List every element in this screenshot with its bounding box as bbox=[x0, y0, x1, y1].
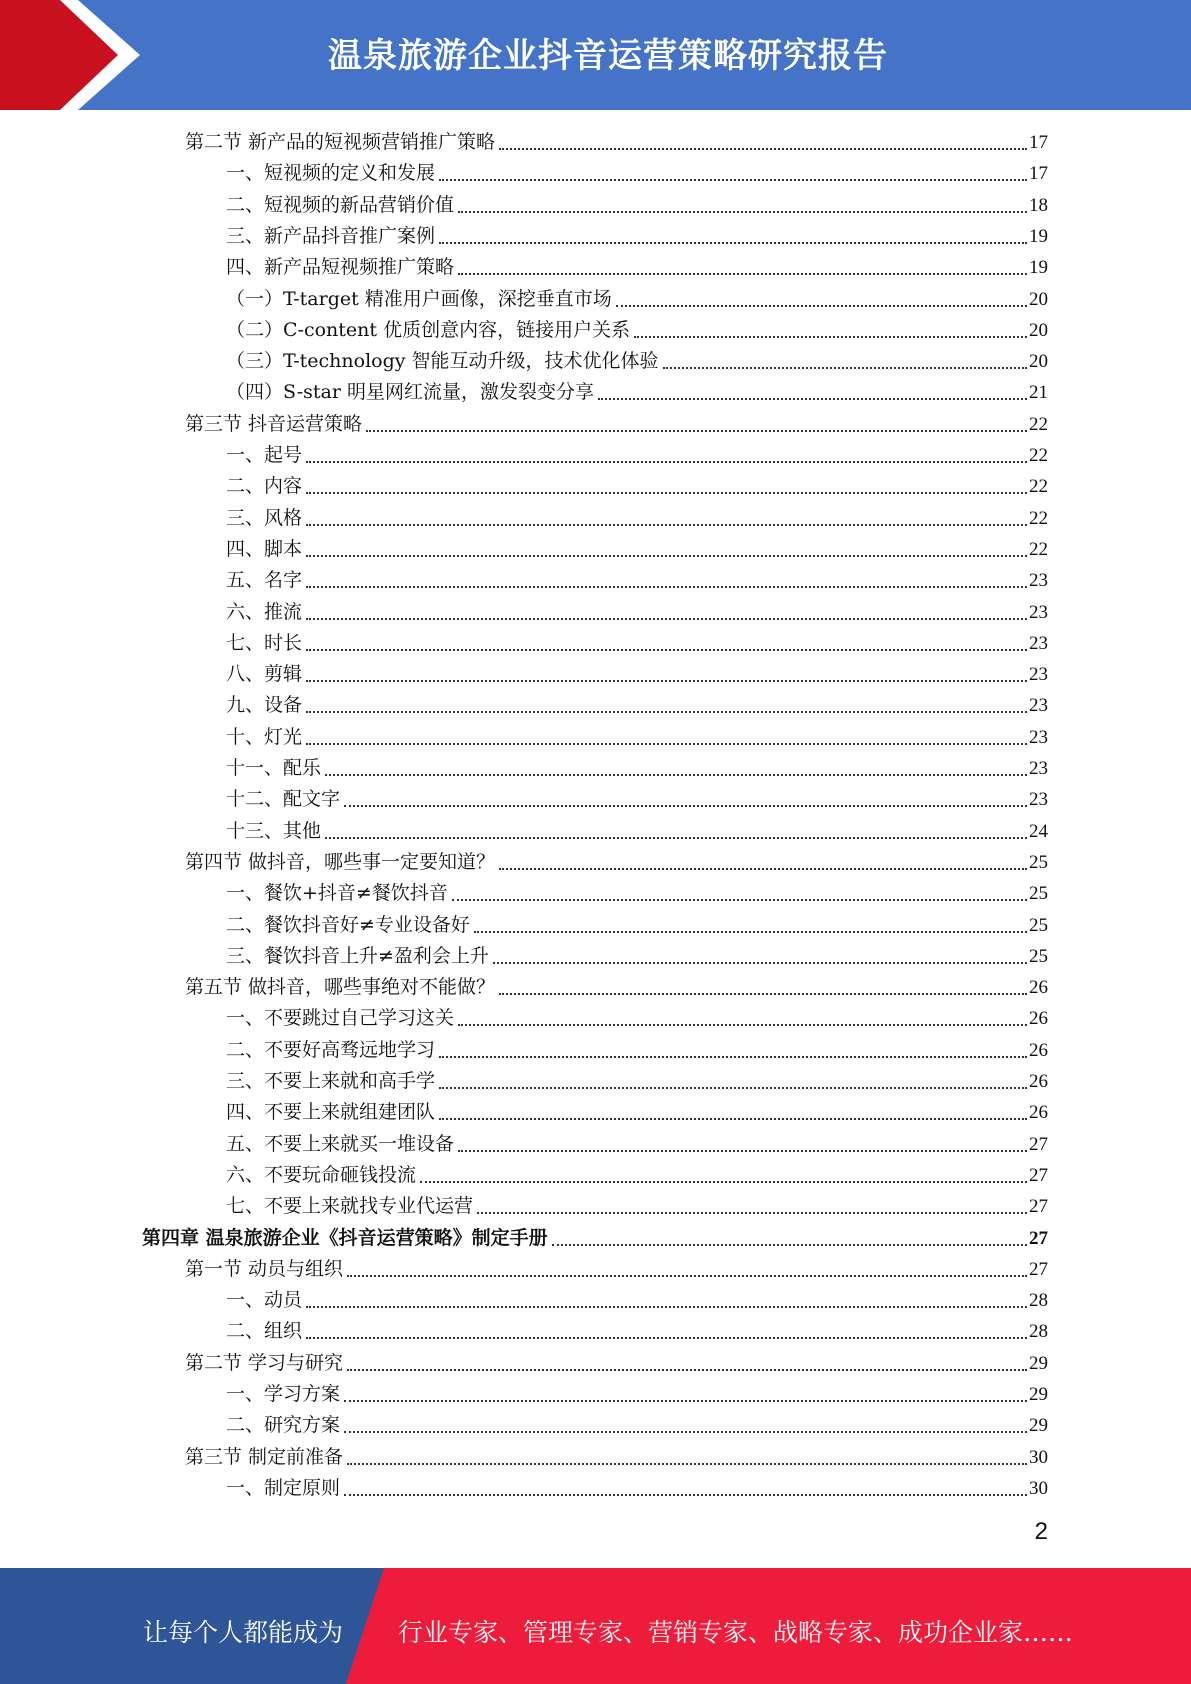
dot-leader bbox=[439, 1056, 1027, 1058]
dot-leader bbox=[347, 1463, 1027, 1465]
dot-leader bbox=[439, 179, 1027, 181]
dot-leader bbox=[458, 211, 1027, 213]
toc-entry-page: 22 bbox=[1029, 476, 1048, 498]
toc-entry-page: 20 bbox=[1029, 319, 1048, 341]
dot-leader bbox=[634, 336, 1027, 338]
toc-entry-page: 27 bbox=[1029, 1133, 1048, 1155]
dot-leader bbox=[458, 273, 1027, 275]
toc-entry[interactable] bbox=[226, 1097, 1048, 1128]
toc-entry-page: 18 bbox=[1029, 194, 1048, 216]
toc-entry-label: 一、学习方案 bbox=[226, 1383, 341, 1405]
toc-entry[interactable] bbox=[226, 659, 1048, 690]
toc-entry-label: 第一节 动员与组织 bbox=[185, 1257, 344, 1280]
toc-entry-page: 23 bbox=[1029, 632, 1048, 654]
toc-entry-label: （二）C-content 优质创意内容，链接用户关系 bbox=[226, 318, 631, 341]
footer-slogan-right: 行业专家、管理专家、营销专家、战略专家、成功企业家…… bbox=[398, 1618, 1074, 1647]
toc-entry[interactable] bbox=[226, 503, 1048, 534]
toc-entry-page: 26 bbox=[1029, 1071, 1048, 1092]
dot-leader bbox=[325, 837, 1027, 839]
toc-entry-label: （三）T-technology 智能互动升级，技术优化体验 bbox=[226, 350, 659, 373]
footer-slogan-left: 让每个人都能成为 bbox=[143, 1618, 344, 1647]
toc-entry-page: 19 bbox=[1029, 225, 1048, 247]
toc-entry[interactable] bbox=[226, 565, 1048, 596]
toc-entry[interactable] bbox=[226, 1285, 1048, 1316]
toc-entry[interactable] bbox=[226, 878, 1048, 909]
dot-leader bbox=[306, 555, 1027, 557]
toc-entry-page: 23 bbox=[1029, 758, 1048, 779]
dot-leader bbox=[306, 492, 1027, 494]
toc-entry[interactable] bbox=[226, 534, 1048, 565]
toc-entry-label: 二、短视频的新品营销价值 bbox=[226, 193, 455, 216]
toc-entry[interactable] bbox=[226, 190, 1048, 221]
toc-entry[interactable] bbox=[226, 910, 1048, 941]
toc-entry[interactable] bbox=[226, 722, 1048, 753]
toc-entry-page: 23 bbox=[1029, 664, 1048, 686]
toc-entry-page: 23 bbox=[1029, 695, 1048, 717]
toc-entry-label: 八、剪辑 bbox=[226, 663, 303, 686]
dot-leader bbox=[458, 1150, 1027, 1152]
toc-entry[interactable] bbox=[226, 252, 1048, 283]
toc-entry[interactable] bbox=[226, 816, 1048, 847]
toc-entry-label: 第三节 制定前准备 bbox=[185, 1445, 344, 1468]
toc-entry[interactable] bbox=[226, 1003, 1048, 1034]
toc-entry-page: 25 bbox=[1029, 851, 1048, 873]
toc-entry-label: 四、新产品短视频推广策略 bbox=[226, 256, 455, 279]
toc-entry-page: 23 bbox=[1029, 726, 1048, 748]
toc-entry-page: 20 bbox=[1029, 351, 1048, 373]
dot-leader bbox=[598, 398, 1027, 400]
dot-leader bbox=[306, 524, 1027, 526]
toc-entry-label: （四）S-star 明星网红流量，激发裂变分享 bbox=[226, 381, 594, 404]
dot-leader bbox=[366, 430, 1027, 432]
toc-entry-label: 四、脚本 bbox=[226, 537, 303, 560]
toc-entry[interactable] bbox=[226, 158, 1048, 189]
toc-entry-page: 29 bbox=[1029, 1415, 1048, 1437]
dot-leader bbox=[344, 1494, 1027, 1496]
dot-leader bbox=[458, 1024, 1027, 1026]
dot-leader bbox=[452, 899, 1027, 901]
toc-entry-label: 三、新产品抖音推广案例 bbox=[226, 224, 436, 247]
toc-entry-page: 27 bbox=[1029, 1196, 1048, 1218]
toc-entry[interactable] bbox=[185, 1348, 1048, 1379]
toc-entry[interactable] bbox=[226, 440, 1048, 471]
page-header bbox=[0, 0, 1191, 110]
toc-entry-label: 十二、配文字 bbox=[226, 788, 341, 811]
dot-leader bbox=[306, 618, 1027, 620]
toc-entry-label: 十、灯光 bbox=[226, 725, 303, 748]
dot-leader bbox=[499, 148, 1027, 150]
toc-entry-label: 一、不要跳过自己学习这关 bbox=[226, 1007, 455, 1030]
toc-entry[interactable] bbox=[226, 784, 1048, 815]
toc-entry[interactable] bbox=[226, 1473, 1048, 1504]
dot-leader bbox=[477, 1212, 1027, 1214]
toc-entry[interactable] bbox=[185, 847, 1048, 878]
page-footer bbox=[0, 1568, 1191, 1684]
toc-entry-label: 二、不要好高骛远地学习 bbox=[226, 1038, 436, 1061]
dot-leader bbox=[439, 242, 1027, 244]
toc-entry-label: 五、名字 bbox=[226, 569, 303, 592]
toc-entry-page: 26 bbox=[1029, 1008, 1048, 1030]
dot-leader bbox=[663, 367, 1027, 369]
toc-entry-label: 第四节 做抖音，哪些事一定要知道？ bbox=[185, 850, 496, 873]
toc-entry-page: 27 bbox=[1029, 1164, 1048, 1186]
toc-entry[interactable] bbox=[142, 1223, 1048, 1254]
toc-entry[interactable] bbox=[226, 690, 1048, 721]
toc-entry-page: 17 bbox=[1029, 132, 1048, 153]
dot-leader bbox=[499, 993, 1027, 995]
toc-entry-page: 21 bbox=[1029, 382, 1048, 404]
toc-entry-label: 四、不要上来就组建团队 bbox=[226, 1101, 436, 1124]
toc-entry-page: 25 bbox=[1029, 945, 1048, 967]
toc-entry[interactable] bbox=[185, 1442, 1048, 1473]
toc-entry-label: 二、组织 bbox=[226, 1320, 303, 1343]
toc-entry-label: 二、研究方案 bbox=[226, 1414, 341, 1437]
dot-leader bbox=[306, 743, 1027, 745]
toc-entry-page: 22 bbox=[1029, 507, 1048, 529]
toc-entry-label: 一、起号 bbox=[226, 444, 303, 466]
toc-entry[interactable] bbox=[226, 1160, 1048, 1191]
toc-entry-page: 26 bbox=[1029, 1102, 1048, 1124]
toc-entry-page: 24 bbox=[1029, 820, 1048, 842]
toc-entry-label: 一、餐饮+抖音≠餐饮抖音 bbox=[226, 882, 448, 905]
toc-entry-page: 23 bbox=[1029, 601, 1048, 623]
toc-entry[interactable] bbox=[226, 1316, 1048, 1347]
toc-entry[interactable] bbox=[226, 1191, 1048, 1222]
toc-entry-label: 十一、配乐 bbox=[226, 757, 322, 779]
toc-entry[interactable] bbox=[185, 972, 1048, 1003]
toc-entry[interactable] bbox=[226, 1379, 1048, 1410]
toc-entry-page: 27 bbox=[1029, 1227, 1048, 1249]
toc-entry-label: 五、不要上来就买一堆设备 bbox=[226, 1132, 455, 1155]
toc-entry-label: 二、餐饮抖音好≠专业设备好 bbox=[226, 913, 470, 936]
dot-leader bbox=[347, 1275, 1027, 1277]
dot-leader bbox=[344, 805, 1027, 807]
toc-entry-page: 30 bbox=[1029, 1477, 1048, 1499]
toc-entry-page: 26 bbox=[1029, 1039, 1048, 1061]
toc-entry-page: 26 bbox=[1029, 977, 1048, 999]
dot-leader bbox=[306, 1337, 1027, 1339]
dot-leader bbox=[344, 1431, 1027, 1433]
toc-entry-page: 20 bbox=[1029, 288, 1048, 310]
toc-entry[interactable] bbox=[226, 628, 1048, 659]
dot-leader bbox=[344, 1400, 1027, 1402]
toc-entry[interactable] bbox=[226, 315, 1048, 346]
dot-leader bbox=[306, 649, 1027, 651]
report-title: 温泉旅游企业抖音运营策略研究报告 bbox=[328, 36, 888, 76]
toc-entry[interactable] bbox=[185, 409, 1048, 440]
dot-leader bbox=[306, 711, 1027, 713]
page-number: 2 bbox=[1034, 1518, 1048, 1545]
toc-entry-page: 27 bbox=[1029, 1258, 1048, 1280]
toc-entry[interactable] bbox=[226, 1035, 1048, 1066]
toc-entry-label: 七、不要上来就找专业代运营 bbox=[226, 1195, 474, 1218]
dot-leader bbox=[325, 774, 1027, 776]
toc-entry-label: 三、风格 bbox=[226, 506, 303, 529]
dot-leader bbox=[439, 1087, 1027, 1089]
dot-leader bbox=[493, 962, 1027, 964]
toc-entry-page: 17 bbox=[1029, 163, 1048, 185]
dot-leader bbox=[439, 1118, 1027, 1120]
dot-leader bbox=[306, 1306, 1027, 1308]
toc-entry-label: 第二节 学习与研究 bbox=[185, 1351, 344, 1374]
toc-entry[interactable] bbox=[226, 1410, 1048, 1441]
toc-entry[interactable] bbox=[226, 284, 1048, 315]
toc-entry-label: 一、短视频的定义和发展 bbox=[226, 162, 436, 185]
toc-entry-page: 22 bbox=[1029, 538, 1048, 560]
toc-entry[interactable] bbox=[226, 1129, 1048, 1160]
toc-entry-label: 三、餐饮抖音上升≠盈利会上升 bbox=[226, 944, 489, 967]
dot-leader bbox=[499, 868, 1027, 870]
dot-leader bbox=[306, 586, 1027, 588]
toc-entry-label: 第五节 做抖音，哪些事绝对不能做？ bbox=[185, 976, 496, 999]
toc-entry[interactable] bbox=[226, 346, 1048, 377]
toc-entry-label: 十三、其他 bbox=[226, 819, 322, 842]
toc-entry-page: 19 bbox=[1029, 257, 1048, 279]
toc-entry-page: 22 bbox=[1029, 445, 1048, 466]
toc-entry[interactable] bbox=[226, 1066, 1048, 1097]
toc-entry[interactable] bbox=[226, 221, 1048, 252]
toc-entry-page: 23 bbox=[1029, 789, 1048, 811]
toc-entry[interactable] bbox=[226, 597, 1048, 628]
toc-entry-page: 28 bbox=[1029, 1290, 1048, 1312]
toc-entry-label: 第四章 温泉旅游企业《抖音运营策略》制定手册 bbox=[142, 1226, 548, 1249]
toc-entry-label: 第三节 抖音运营策略 bbox=[185, 412, 363, 435]
toc-entry[interactable] bbox=[226, 753, 1048, 784]
toc-entry-label: 七、时长 bbox=[226, 631, 303, 654]
toc-entry-label: 六、推流 bbox=[226, 600, 303, 623]
dot-leader bbox=[420, 1181, 1027, 1183]
toc-entry[interactable] bbox=[226, 941, 1048, 972]
dot-leader bbox=[306, 680, 1027, 682]
toc-entry-page: 30 bbox=[1029, 1446, 1048, 1468]
toc-entry-page: 25 bbox=[1029, 914, 1048, 936]
toc-entry-page: 29 bbox=[1029, 1352, 1048, 1374]
toc-entry-page: 23 bbox=[1029, 570, 1048, 592]
toc-entry-page: 28 bbox=[1029, 1321, 1048, 1343]
toc-entry[interactable] bbox=[185, 127, 1048, 158]
toc-entry[interactable] bbox=[226, 471, 1048, 502]
toc-entry-page: 25 bbox=[1029, 883, 1048, 905]
toc-entry[interactable] bbox=[226, 377, 1048, 408]
toc-entry-page: 29 bbox=[1029, 1384, 1048, 1405]
toc-entry[interactable] bbox=[185, 1254, 1048, 1285]
toc-entry-label: （一）T-target 精准用户画像，深挖垂直市场 bbox=[226, 287, 612, 310]
toc-entry-label: 三、不要上来就和高手学 bbox=[226, 1070, 436, 1092]
dot-leader bbox=[474, 931, 1027, 933]
toc-entry-label: 第二节 新产品的短视频营销推广策略 bbox=[185, 131, 496, 153]
toc-entry-label: 六、不要玩命砸钱投流 bbox=[226, 1163, 417, 1186]
dot-leader bbox=[616, 305, 1027, 307]
toc-entry-label: 二、内容 bbox=[226, 475, 303, 498]
toc-entry-label: 一、动员 bbox=[226, 1289, 303, 1312]
dot-leader bbox=[347, 1369, 1027, 1371]
toc-entry-label: 一、制定原则 bbox=[226, 1476, 341, 1499]
toc-entry-label: 九、设备 bbox=[226, 694, 303, 717]
toc-entry-page: 22 bbox=[1029, 413, 1048, 435]
dot-leader bbox=[552, 1244, 1027, 1246]
dot-leader bbox=[306, 461, 1027, 463]
